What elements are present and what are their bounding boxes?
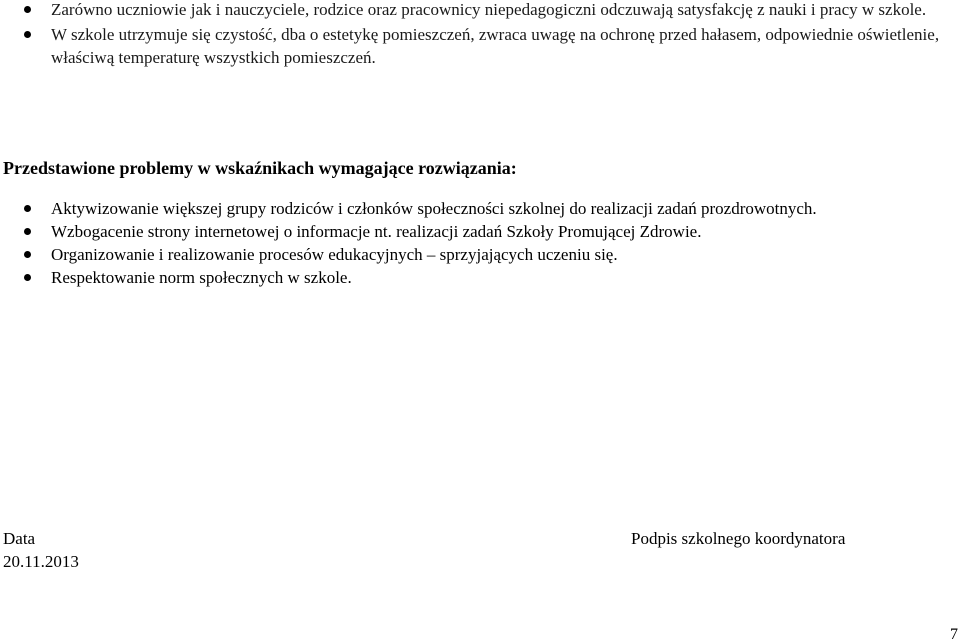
bullet-icon — [24, 6, 31, 13]
list-item — [0, 197, 960, 220]
date-label: Data — [3, 529, 36, 548]
list-item — [0, 243, 960, 266]
list-item — [0, 0, 960, 21]
section-heading: Przedstawione problemy w wskaźnikach wymagające rozwiązania: — [3, 158, 517, 178]
date-value: 20.11.2013 — [3, 552, 79, 571]
top-bullet-list — [0, 0, 960, 69]
bullet-icon — [24, 274, 31, 281]
list-item — [0, 23, 960, 69]
list-item — [0, 266, 960, 289]
problem-list — [0, 197, 960, 289]
list-item-text: Respektowanie norm społecznych w szkole. — [51, 268, 352, 287]
bullet-icon — [24, 228, 31, 235]
bullet-icon — [24, 251, 31, 258]
list-item-text: Zarówno uczniowie jak i nauczyciele, rodzice oraz pracownicy niepedagogiczni odczuwają satysfakcję z nauki i pracy w szkole. — [51, 0, 927, 19]
list-item-text: Organizowanie i realizowanie procesów edukacyjnych – sprzyjających uczeniu się. — [51, 245, 618, 264]
list-item-text: Wzbogacenie strony internetowej o informacje nt. realizacji zadań Szkoły Promującej Zdrowie. — [51, 222, 702, 241]
bullet-icon — [24, 205, 31, 212]
signature-label: Podpis szkolnego koordynatora — [631, 529, 846, 548]
list-item-text: Aktywizowanie większej grupy rodziców i członków społeczności szkolnej do realizacji zadań prozdrowotnych. — [51, 199, 817, 218]
list-item — [0, 220, 960, 243]
bullet-icon — [24, 31, 31, 38]
page-number: 7 — [950, 626, 958, 643]
list-item-text: W szkole utrzymuje się czystość, dba o estetykę pomieszczeń, zwraca uwagę na ochronę przed hałasem, odpowiednie oświetlenie, właściwą temperaturę wszystkich pomieszczeń. — [51, 25, 940, 67]
